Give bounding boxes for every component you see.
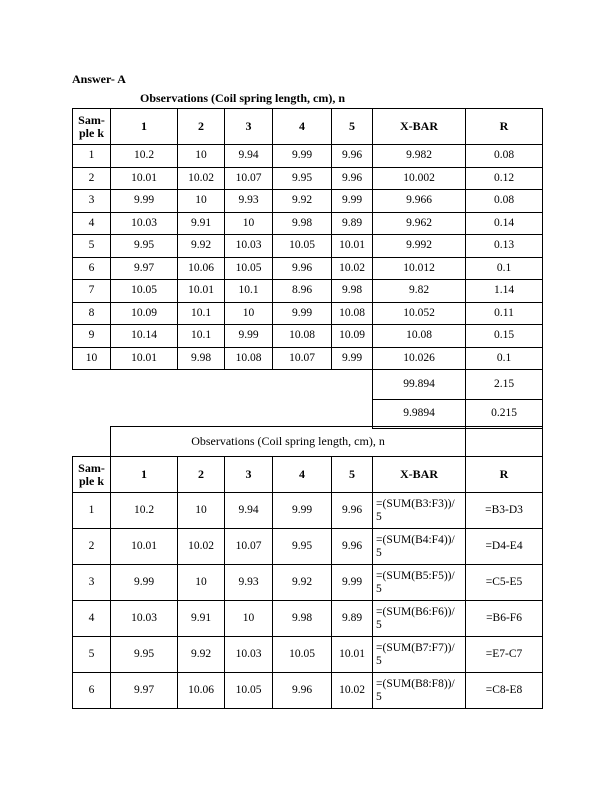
table-cell: 0.1	[466, 257, 543, 280]
table-row	[73, 257, 543, 280]
table-row	[73, 145, 543, 168]
table-cell: 10.03	[225, 637, 273, 673]
table-cell: 9.99	[111, 565, 178, 601]
table-row	[73, 280, 543, 303]
column-header: Sam- ple k	[73, 457, 111, 493]
table-cell: 9.91	[178, 212, 225, 235]
table-cell: 2	[73, 529, 111, 565]
table-cell: 9.92	[178, 235, 225, 258]
table-cell: 9.96	[273, 673, 332, 709]
table-cell: 10.03	[111, 212, 178, 235]
table-cell: 9.95	[111, 235, 178, 258]
column-header: 4	[273, 457, 332, 493]
table-cell: 10.01	[332, 637, 373, 673]
table-cell: 9.93	[225, 190, 273, 213]
table-cell: 0.1	[466, 347, 543, 370]
table-cell: 10.06	[178, 673, 225, 709]
table-cell: 0.13	[466, 235, 543, 258]
table-cell: 10.01	[111, 529, 178, 565]
table-cell: 9.99	[273, 493, 332, 529]
table-cell: 10.06	[178, 257, 225, 280]
header-row	[73, 457, 543, 493]
table-cell: 10.05	[111, 280, 178, 303]
table-cell: 2	[73, 167, 111, 190]
table-cell: 10.01	[332, 235, 373, 258]
formula-cell: =(SUM(B6:F6))/ 5	[373, 601, 466, 637]
table-cell: 10.07	[273, 347, 332, 370]
table-cell: 10.02	[332, 673, 373, 709]
formula-table	[72, 426, 543, 709]
table-cell: 9.93	[225, 565, 273, 601]
table-cell: 9.99	[111, 190, 178, 213]
table-cell: 6	[73, 673, 111, 709]
table-row	[73, 601, 543, 637]
table-cell: 0.08	[466, 145, 543, 168]
table-cell: 9.96	[332, 529, 373, 565]
table-cell: 10.1	[178, 302, 225, 325]
table-cell: 10.01	[111, 347, 178, 370]
table-cell: 10	[225, 302, 273, 325]
table-cell: 10.01	[111, 167, 178, 190]
table-cell: 9.962	[373, 212, 466, 235]
table-cell: 10.05	[273, 637, 332, 673]
sum-cell: 99.894	[373, 370, 466, 400]
table-cell: 10.03	[225, 235, 273, 258]
table-cell: 10	[178, 493, 225, 529]
table-cell: 9.92	[178, 637, 225, 673]
table-cell: 10.08	[225, 347, 273, 370]
column-header: 5	[332, 109, 373, 145]
sum-row	[73, 370, 543, 400]
table-cell: 9.96	[332, 167, 373, 190]
table-cell: 0.12	[466, 167, 543, 190]
table-cell: 9.91	[178, 601, 225, 637]
table-row	[73, 325, 543, 348]
table-cell: 9.82	[373, 280, 466, 303]
column-header: 1	[111, 109, 178, 145]
column-header: 2	[178, 109, 225, 145]
table-cell: 1	[73, 493, 111, 529]
table-cell: 9.96	[273, 257, 332, 280]
table-cell: 9.95	[273, 167, 332, 190]
table-cell: 10.02	[178, 529, 225, 565]
column-header: 3	[225, 457, 273, 493]
table-cell: 10.01	[178, 280, 225, 303]
table-cell: =B3-D3	[466, 493, 543, 529]
table-cell: 10	[178, 145, 225, 168]
table-cell: 9.94	[225, 493, 273, 529]
table-cell: 10.1	[225, 280, 273, 303]
table-cell: 9.992	[373, 235, 466, 258]
table-cell: 9.97	[111, 257, 178, 280]
blank-cell	[73, 370, 373, 400]
blank-cell	[466, 427, 543, 457]
table-cell: =E7-C7	[466, 637, 543, 673]
table-cell: =D4-E4	[466, 529, 543, 565]
table-cell: =C5-E5	[466, 565, 543, 601]
table-row	[73, 167, 543, 190]
column-header: 2	[178, 457, 225, 493]
table-cell: 9.98	[273, 601, 332, 637]
answer-heading: Answer- A	[72, 72, 126, 86]
formula-cell: =(SUM(B3:F3))/ 5	[373, 493, 466, 529]
column-header: 3	[225, 109, 273, 145]
table-cell: 9.99	[225, 325, 273, 348]
table-cell: 10.1	[178, 325, 225, 348]
column-header: X-BAR	[373, 457, 466, 493]
table-row	[73, 212, 543, 235]
column-header: 4	[273, 109, 332, 145]
table-row	[73, 673, 543, 709]
table-row	[73, 190, 543, 213]
table-cell: 10.052	[373, 302, 466, 325]
average-cell: 0.215	[466, 399, 543, 429]
table-cell: 10.07	[225, 167, 273, 190]
blank-cell	[73, 427, 111, 457]
table-cell: 8	[73, 302, 111, 325]
average-row	[73, 399, 543, 429]
table-cell: 9.92	[273, 565, 332, 601]
table-cell: 9.95	[111, 637, 178, 673]
table-cell: 10	[225, 212, 273, 235]
table-cell: 3	[73, 190, 111, 213]
table-cell: 10.012	[373, 257, 466, 280]
table-cell: 9	[73, 325, 111, 348]
sum-cell: 2.15	[466, 370, 543, 400]
table-cell: 10.2	[111, 493, 178, 529]
table-cell: 0.08	[466, 190, 543, 213]
table-cell: 9.92	[273, 190, 332, 213]
column-header: R	[466, 109, 543, 145]
table-cell: 7	[73, 280, 111, 303]
table-cell: 9.96	[332, 145, 373, 168]
table2-caption: Observations (Coil spring length, cm), n	[111, 427, 466, 457]
table-cell: 10.08	[273, 325, 332, 348]
table-cell: 10.08	[332, 302, 373, 325]
formula-cell: =(SUM(B8:F8))/ 5	[373, 673, 466, 709]
table-cell: 6	[73, 257, 111, 280]
table-cell: 9.982	[373, 145, 466, 168]
table-row	[73, 637, 543, 673]
table-cell: 9.98	[273, 212, 332, 235]
table-cell: 9.96	[332, 493, 373, 529]
table-cell: 10.05	[225, 673, 273, 709]
table-cell: 10.03	[111, 601, 178, 637]
table-cell: =C8-E8	[466, 673, 543, 709]
column-header: 1	[111, 457, 178, 493]
table-cell: 10.09	[111, 302, 178, 325]
table-cell: 9.95	[273, 529, 332, 565]
table-cell: 9.89	[332, 601, 373, 637]
formula-cell: =(SUM(B4:F4))/ 5	[373, 529, 466, 565]
table-cell: 0.15	[466, 325, 543, 348]
column-header: Sam- ple k	[73, 109, 111, 145]
table-cell: 0.14	[466, 212, 543, 235]
observations-table	[72, 108, 543, 429]
table1-caption: Observations (Coil spring length, cm), n	[140, 91, 346, 105]
column-header: X-BAR	[373, 109, 466, 145]
table-cell: =B6-F6	[466, 601, 543, 637]
table-cell: 3	[73, 565, 111, 601]
table-cell: 8.96	[273, 280, 332, 303]
table-cell: 10.05	[225, 257, 273, 280]
caption-row	[73, 427, 543, 457]
table-cell: 10.2	[111, 145, 178, 168]
table-cell: 9.966	[373, 190, 466, 213]
table-cell: 5	[73, 637, 111, 673]
table-cell: 9.98	[178, 347, 225, 370]
table-cell: 9.94	[225, 145, 273, 168]
table-cell: 9.89	[332, 212, 373, 235]
column-header: R	[466, 457, 543, 493]
table-cell: 10.05	[273, 235, 332, 258]
table-cell: 10.14	[111, 325, 178, 348]
blank-cell	[73, 399, 373, 429]
table-cell: 1	[73, 145, 111, 168]
table-cell: 10.02	[178, 167, 225, 190]
table-cell: 9.99	[273, 145, 332, 168]
table-cell: 10	[178, 565, 225, 601]
table-cell: 10	[225, 601, 273, 637]
table-cell: 4	[73, 601, 111, 637]
table-cell: 9.99	[332, 347, 373, 370]
table-row	[73, 302, 543, 325]
table-cell: 9.97	[111, 673, 178, 709]
table-cell: 10.026	[373, 347, 466, 370]
formula-cell: =(SUM(B5:F5))/ 5	[373, 565, 466, 601]
table-cell: 10.002	[373, 167, 466, 190]
table-row	[73, 493, 543, 529]
column-header: 5	[332, 457, 373, 493]
table-cell: 9.99	[273, 302, 332, 325]
table-row	[73, 347, 543, 370]
table-cell: 10	[73, 347, 111, 370]
table-cell: 0.11	[466, 302, 543, 325]
average-cell: 9.9894	[373, 399, 466, 429]
table-cell: 4	[73, 212, 111, 235]
table-cell: 5	[73, 235, 111, 258]
header-row	[73, 109, 543, 145]
table-cell: 9.99	[332, 565, 373, 601]
table-row	[73, 529, 543, 565]
table-row	[73, 565, 543, 601]
formula-cell: =(SUM(B7:F7))/ 5	[373, 637, 466, 673]
table-row	[73, 235, 543, 258]
table-cell: 9.99	[332, 190, 373, 213]
table-cell: 1.14	[466, 280, 543, 303]
table-cell: 10.07	[225, 529, 273, 565]
table-cell: 10.02	[332, 257, 373, 280]
table-cell: 9.98	[332, 280, 373, 303]
table-cell: 10	[178, 190, 225, 213]
table-cell: 10.09	[332, 325, 373, 348]
table-cell: 10.08	[373, 325, 466, 348]
